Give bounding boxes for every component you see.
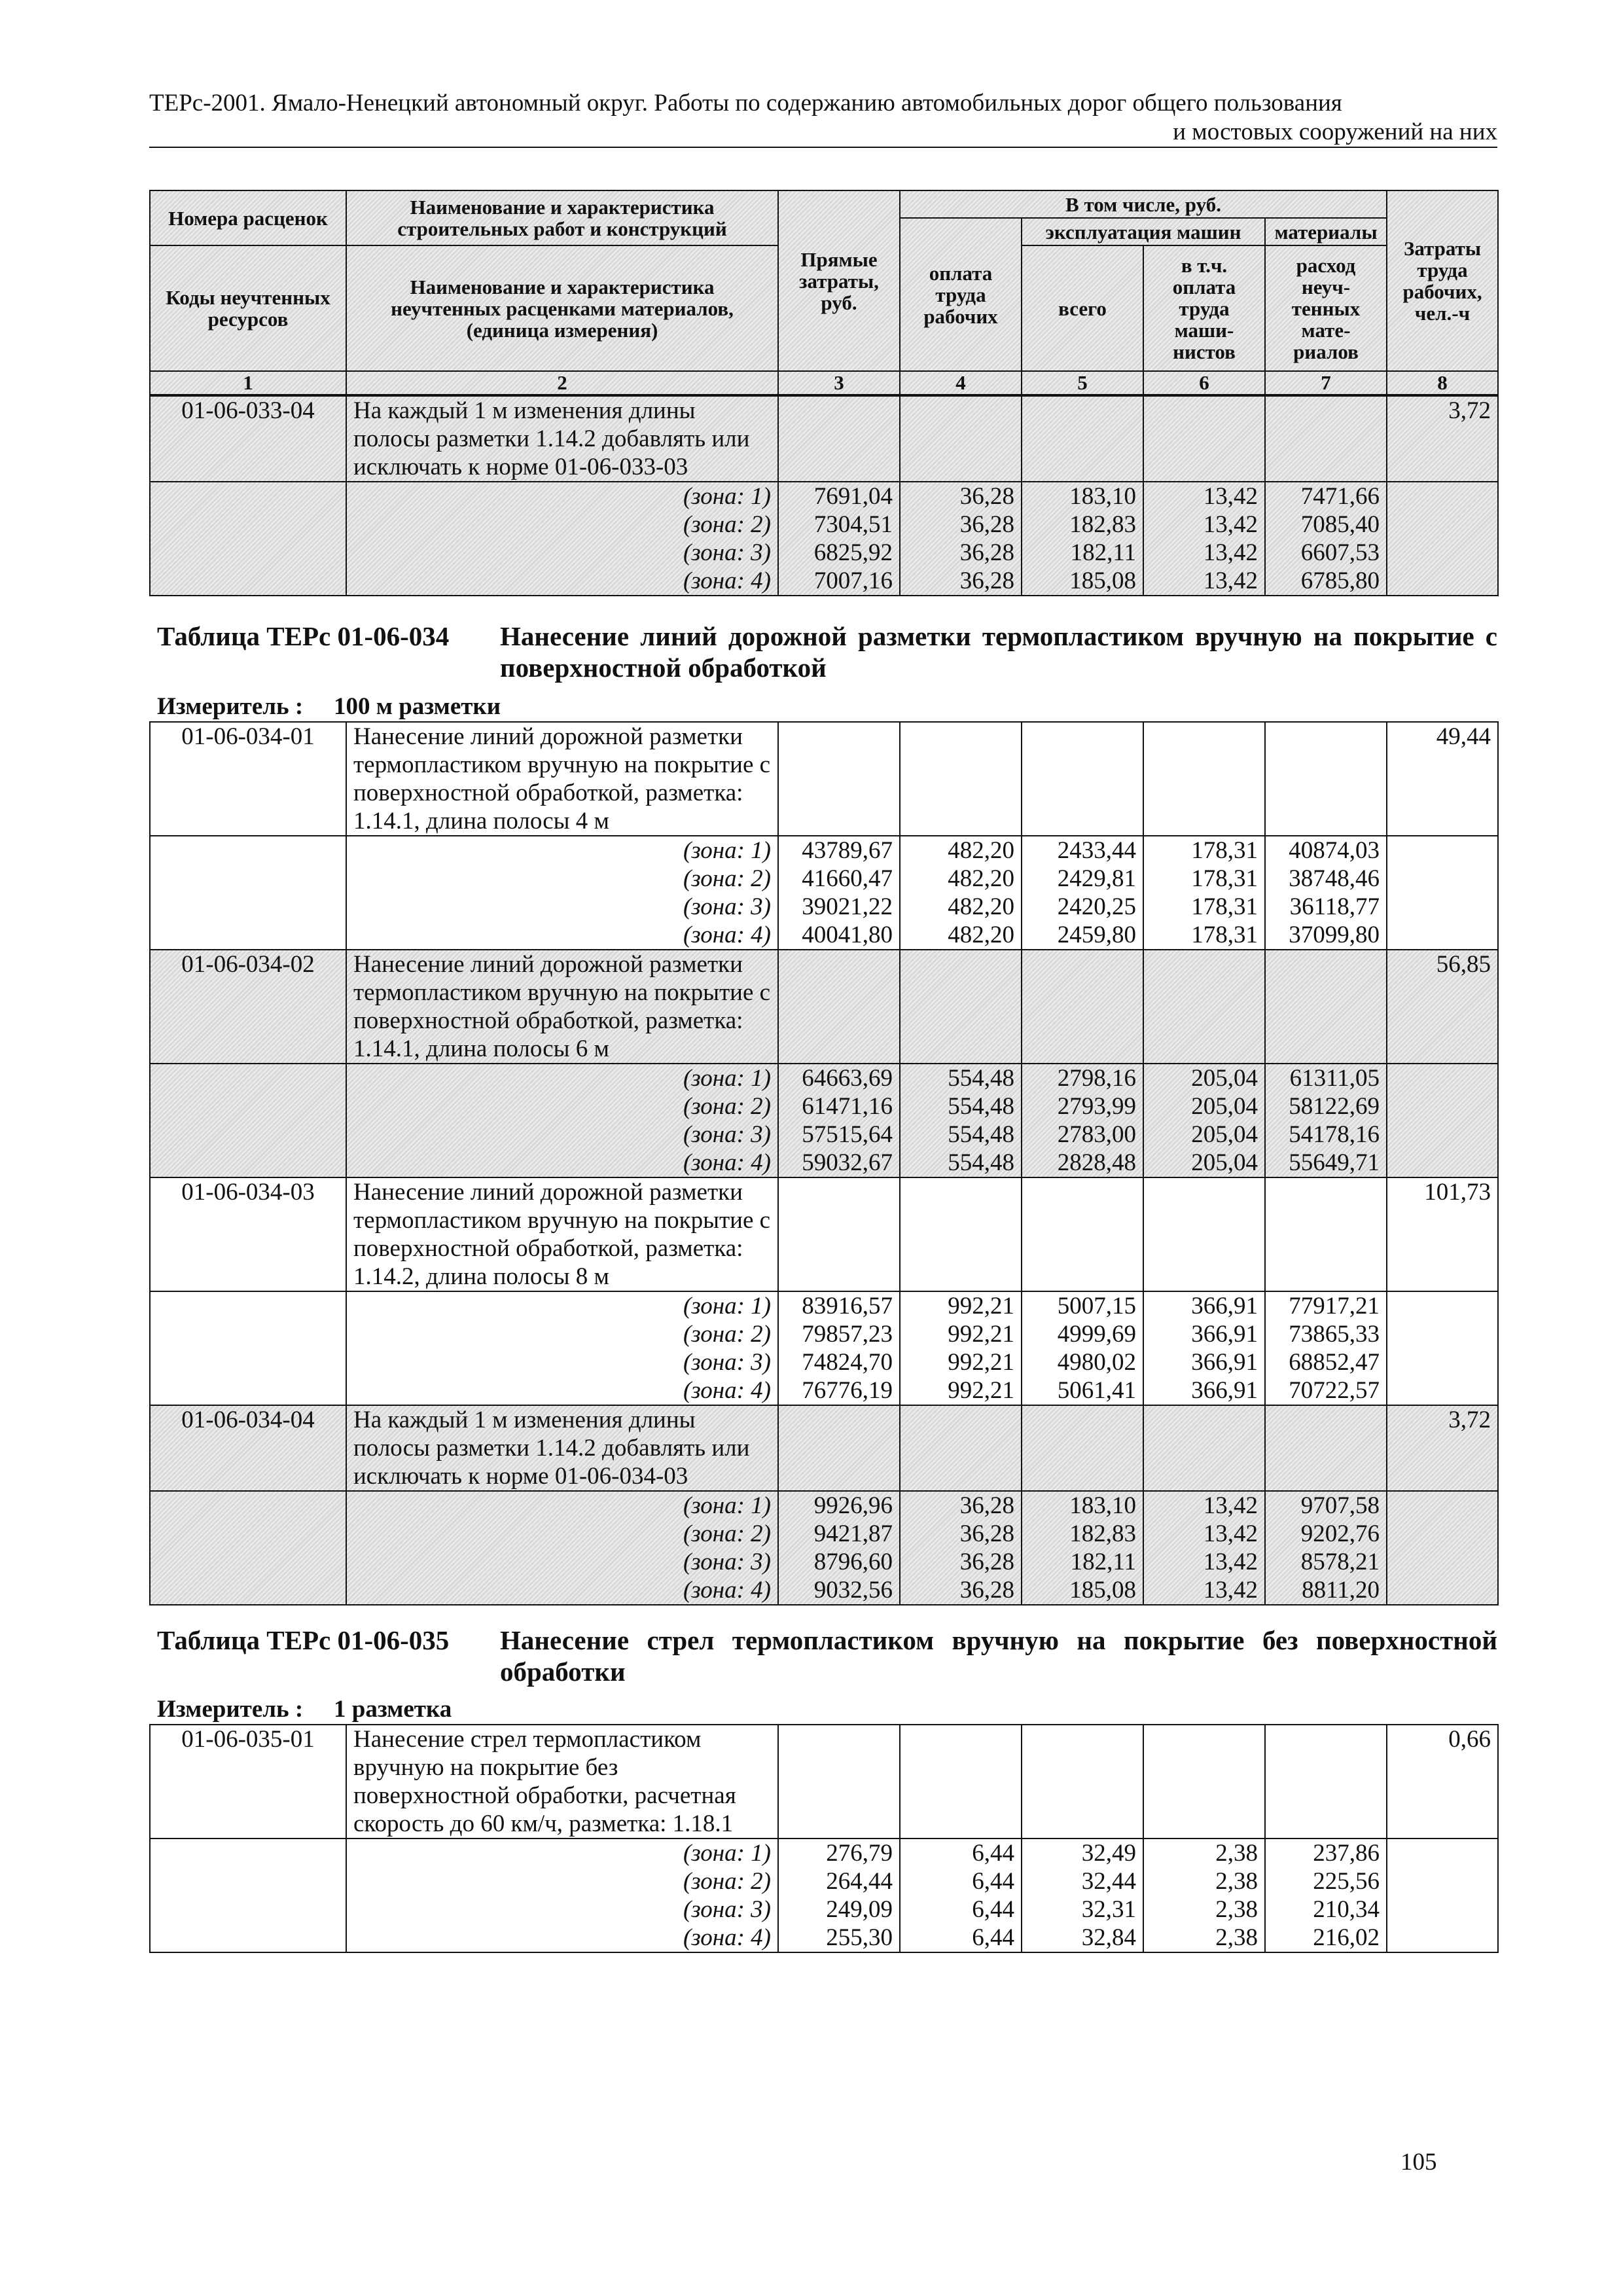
direct-costs-cell (778, 1839, 900, 1952)
zone-value: 61311,05 (1289, 1065, 1380, 1092)
zone-value: 182,83 (1069, 1520, 1136, 1547)
table-035-meter (157, 1695, 452, 1724)
materials-cell (1265, 1064, 1387, 1177)
labor-cost-cell: 3,72 (1387, 396, 1498, 482)
rate-code: 01-06-034-03 (150, 1177, 346, 1291)
zone-label: (зона: 3) (683, 1121, 771, 1148)
machines-total-cell (1022, 1491, 1143, 1605)
empty-cell (778, 722, 900, 836)
empty-cell (1143, 396, 1265, 482)
zone-label: (зона: 3) (683, 893, 771, 920)
zone-value: 57515,64 (802, 1121, 893, 1148)
empty-cell (1143, 1405, 1265, 1491)
materials-cell (1265, 1291, 1387, 1405)
empty-cell (1265, 396, 1387, 482)
zone-labels (346, 836, 778, 950)
zone-value: 178,31 (1191, 922, 1258, 948)
direct-costs-cell (778, 482, 900, 596)
zone-value: 37099,80 (1289, 922, 1380, 948)
zone-value: 9707,58 (1300, 1492, 1380, 1519)
zone-value: 178,31 (1191, 837, 1258, 864)
zone-value: 2459,80 (1057, 922, 1136, 948)
rate-row-zones (150, 1839, 1498, 1952)
rate-description: На каждый 1 м изменения длины полосы разметки 1.14.2 добавлять или исключать к норме 01-06-033-03 (346, 396, 778, 482)
machines-total-cell (1022, 1839, 1143, 1952)
empty-cell (1143, 722, 1265, 836)
table-035-title: Нанесение стрел термопластиком вручную на покрытие без поверхностной обработки (500, 1625, 1497, 1687)
zone-value: 183,10 (1069, 1492, 1136, 1519)
rate-row-main (150, 1177, 1498, 1291)
operator-pay-cell (1143, 1491, 1265, 1605)
zone-value: 482,20 (948, 893, 1014, 920)
zone-value: 366,91 (1191, 1293, 1258, 1319)
rates-table-034 (149, 721, 1499, 1605)
rate-row-zones (150, 482, 1498, 596)
zone-value: 2,38 (1215, 1896, 1258, 1923)
zone-label: (зона: 1) (683, 483, 771, 510)
zone-value: 482,20 (948, 865, 1014, 892)
machines-total-cell (1022, 482, 1143, 596)
rates-table-033-tail (149, 395, 1499, 596)
zone-value: 7304,51 (813, 511, 893, 538)
empty-cell (150, 482, 346, 596)
zone-value: 482,20 (948, 837, 1014, 864)
zone-value: 2783,00 (1057, 1121, 1136, 1148)
empty-cell (900, 396, 1022, 482)
empty-cell (1387, 1291, 1498, 1405)
zone-label: (зона: 2) (683, 1093, 771, 1120)
col-number: 4 (900, 371, 1022, 395)
rate-code: 01-06-035-01 (150, 1725, 346, 1839)
col-work-name-header: Наименование и характеристика строительных работ и конструкций (346, 190, 778, 245)
rate-row-main (150, 396, 1498, 482)
col-rate-numbers-header: Номера расценок (150, 190, 346, 245)
table-035-label: Таблица ТЕРс 01-06-035 (157, 1625, 450, 1655)
zone-value: 36,28 (959, 539, 1014, 566)
zone-value: 74824,70 (802, 1349, 893, 1376)
zone-value: 6,44 (972, 1868, 1014, 1895)
zone-value: 58122,69 (1289, 1093, 1380, 1120)
empty-cell (1022, 1725, 1143, 1839)
zone-value: 2,38 (1215, 1924, 1258, 1951)
rate-description: Нанесение линий дорожной разметки термопластиком вручную на покрытие с поверхностной обработкой, разметка: 1.14.1, длина полосы 6 м (346, 950, 778, 1064)
zone-label: (зона: 4) (683, 1577, 771, 1604)
zone-value: 554,48 (948, 1121, 1014, 1148)
empty-cell (1022, 722, 1143, 836)
labor-cost-cell: 3,72 (1387, 1405, 1498, 1491)
zone-value: 2828,48 (1057, 1149, 1136, 1176)
zone-value: 13,42 (1203, 483, 1258, 510)
col-number: 2 (346, 371, 778, 395)
zone-value: 366,91 (1191, 1349, 1258, 1376)
empty-cell (778, 396, 900, 482)
zone-value: 2420,25 (1057, 893, 1136, 920)
zone-value: 6825,92 (813, 539, 893, 566)
zone-label: (зона: 1) (683, 1840, 771, 1867)
zone-value: 185,08 (1069, 1577, 1136, 1604)
col-machines-total-header: всего (1022, 245, 1143, 371)
worker-pay-cell (900, 1491, 1022, 1605)
zone-value: 8578,21 (1300, 1549, 1380, 1575)
empty-cell (1387, 836, 1498, 950)
zone-value: 13,42 (1203, 567, 1258, 594)
empty-cell (900, 1177, 1022, 1291)
zone-label: (зона: 2) (683, 511, 771, 538)
col-number: 3 (778, 371, 900, 395)
operator-pay-cell (1143, 836, 1265, 950)
zone-value: 36,28 (959, 1492, 1014, 1519)
zone-value: 54178,16 (1289, 1121, 1380, 1148)
empty-cell (150, 1291, 346, 1405)
rate-row-zones (150, 1491, 1498, 1605)
zone-value: 9926,96 (813, 1492, 893, 1519)
zone-value: 36,28 (959, 1520, 1014, 1547)
rates-table-header (149, 190, 1499, 395)
zone-value: 2798,16 (1057, 1065, 1136, 1092)
rate-row-main (150, 722, 1498, 836)
zone-value: 32,31 (1081, 1896, 1136, 1923)
empty-cell (778, 1725, 900, 1839)
zone-value: 8811,20 (1302, 1577, 1380, 1604)
zone-value: 59032,67 (802, 1149, 893, 1176)
rate-row-main (150, 1725, 1498, 1839)
running-header (149, 89, 1497, 148)
zone-value: 68852,47 (1289, 1349, 1380, 1376)
labor-cost-cell: 49,44 (1387, 722, 1498, 836)
zone-value: 205,04 (1191, 1121, 1258, 1148)
rate-code: 01-06-034-02 (150, 950, 346, 1064)
zone-label: (зона: 1) (683, 1065, 771, 1092)
zone-label: (зона: 2) (683, 1868, 771, 1895)
zone-labels (346, 482, 778, 596)
zone-value: 38748,46 (1289, 865, 1380, 892)
zone-value: 13,42 (1203, 539, 1258, 566)
rate-description: Нанесение линий дорожной разметки термопластиком вручную на покрытие с поверхностной обработкой, разметка: 1.14.2, длина полосы 8 м (346, 1177, 778, 1291)
col-number: 5 (1022, 371, 1143, 395)
meter-label: Измеритель : (157, 1696, 304, 1723)
rate-description: Нанесение линий дорожной разметки термопластиком вручную на покрытие с поверхностной обработкой, разметка: 1.14.1, длина полосы 4 м (346, 722, 778, 836)
empty-cell (900, 1725, 1022, 1839)
empty-cell (150, 1839, 346, 1952)
zone-value: 554,48 (948, 1093, 1014, 1120)
zone-label: (зона: 3) (683, 539, 771, 566)
rate-row-zones (150, 836, 1498, 950)
rate-code: 01-06-033-04 (150, 396, 346, 482)
zone-value: 255,30 (826, 1924, 893, 1951)
zone-value: 8796,60 (813, 1549, 893, 1575)
zone-value: 2,38 (1215, 1840, 1258, 1867)
zone-value: 79857,23 (802, 1321, 893, 1348)
zone-value: 13,42 (1203, 1549, 1258, 1575)
labor-cost-cell: 101,73 (1387, 1177, 1498, 1291)
operator-pay-cell (1143, 482, 1265, 596)
zone-value: 36118,77 (1289, 893, 1380, 920)
zone-value: 41660,47 (802, 865, 893, 892)
direct-costs-cell (778, 1291, 900, 1405)
col-number: 8 (1387, 371, 1498, 395)
zone-value: 185,08 (1069, 567, 1136, 594)
labor-cost-cell: 56,85 (1387, 950, 1498, 1064)
zone-labels (346, 1839, 778, 1952)
empty-cell (900, 722, 1022, 836)
zone-value: 4999,69 (1057, 1321, 1136, 1348)
empty-cell (1265, 1405, 1387, 1491)
zone-value: 178,31 (1191, 865, 1258, 892)
col-machines-header: эксплуатация машин (1022, 218, 1265, 245)
table-034-title: Нанесение линий дорожной разметки термопластиком вручную на покрытие с поверхностной обработкой (500, 621, 1497, 683)
empty-cell (1143, 1177, 1265, 1291)
zone-label: (зона: 2) (683, 865, 771, 892)
meter-value: 100 м разметки (334, 693, 501, 720)
zone-label: (зона: 1) (683, 837, 771, 864)
empty-cell (1387, 1064, 1498, 1177)
col-direct-costs-header: Прямые затраты, руб. (778, 190, 900, 371)
zone-value: 9032,56 (813, 1577, 893, 1604)
empty-cell (1022, 950, 1143, 1064)
worker-pay-cell (900, 1064, 1022, 1177)
zone-value: 482,20 (948, 922, 1014, 948)
worker-pay-cell (900, 1291, 1022, 1405)
zone-value: 5061,41 (1057, 1377, 1136, 1404)
meter-label: Измеритель : (157, 693, 304, 720)
zone-value: 205,04 (1191, 1093, 1258, 1120)
direct-costs-cell (778, 1491, 900, 1605)
zone-value: 182,11 (1070, 1549, 1136, 1575)
zone-value: 237,86 (1313, 1840, 1380, 1867)
col-unaccounted-materials-header: Наименование и характеристика неучтенных расценками материалов, (единица измерения) (346, 245, 778, 371)
zone-value: 64663,69 (802, 1065, 893, 1092)
empty-cell (778, 1177, 900, 1291)
zone-value: 32,84 (1081, 1924, 1136, 1951)
zone-value: 205,04 (1191, 1149, 1258, 1176)
zone-value: 9202,76 (1300, 1520, 1380, 1547)
rate-row-zones (150, 1291, 1498, 1405)
empty-cell (1143, 1725, 1265, 1839)
zone-value: 13,42 (1203, 1492, 1258, 1519)
zone-value: 36,28 (959, 1549, 1014, 1575)
machines-total-cell (1022, 836, 1143, 950)
zone-value: 70722,57 (1289, 1377, 1380, 1404)
zone-value: 264,44 (826, 1868, 893, 1895)
zone-value: 366,91 (1191, 1377, 1258, 1404)
direct-costs-cell (778, 1064, 900, 1177)
table-034-label: Таблица ТЕРс 01-06-034 (157, 621, 450, 651)
zone-value: 39021,22 (802, 893, 893, 920)
rate-row-zones (150, 1064, 1498, 1177)
zone-value: 32,44 (1081, 1868, 1136, 1895)
zone-value: 183,10 (1069, 483, 1136, 510)
zone-value: 6,44 (972, 1896, 1014, 1923)
zone-value: 32,49 (1081, 1840, 1136, 1867)
zone-label: (зона: 3) (683, 1549, 771, 1575)
zone-label: (зона: 4) (683, 567, 771, 594)
rate-code: 01-06-034-04 (150, 1405, 346, 1491)
empty-cell (1265, 1177, 1387, 1291)
zone-label: (зона: 3) (683, 1349, 771, 1376)
zone-value: 36,28 (959, 483, 1014, 510)
zone-value: 83916,57 (802, 1293, 893, 1319)
running-header-line-2: и мостовых сооружений на них (1173, 118, 1497, 145)
zone-labels (346, 1291, 778, 1405)
zone-value: 13,42 (1203, 511, 1258, 538)
zone-value: 178,31 (1191, 893, 1258, 920)
rate-description: Нанесение стрел термопластиком вручную на покрытие без поверхностной обработки, расчетная скорость до 60 км/ч, разметка: 1.18.1 (346, 1725, 778, 1839)
zone-value: 7471,66 (1300, 483, 1380, 510)
direct-costs-cell (778, 836, 900, 950)
materials-cell (1265, 836, 1387, 950)
materials-cell (1265, 482, 1387, 596)
empty-cell (150, 1064, 346, 1177)
zone-value: 216,02 (1313, 1924, 1380, 1951)
col-worker-pay-header: оплата труда рабочих (900, 218, 1022, 371)
zone-value: 13,42 (1203, 1520, 1258, 1547)
rate-row-main (150, 1405, 1498, 1491)
materials-cell (1265, 1839, 1387, 1952)
zone-value: 182,83 (1069, 511, 1136, 538)
col-number: 1 (150, 371, 346, 395)
zone-value: 6,44 (972, 1924, 1014, 1951)
col-including-header: В том числе, руб. (900, 190, 1387, 218)
empty-cell (1265, 950, 1387, 1064)
rate-row-main (150, 950, 1498, 1064)
zone-value: 7007,16 (813, 567, 893, 594)
col-number: 7 (1265, 371, 1387, 395)
rate-code: 01-06-034-01 (150, 722, 346, 836)
operator-pay-cell (1143, 1064, 1265, 1177)
operator-pay-cell (1143, 1291, 1265, 1405)
labor-cost-cell: 0,66 (1387, 1725, 1498, 1839)
col-materials-header: материалы (1265, 218, 1387, 245)
zone-value: 992,21 (948, 1377, 1014, 1404)
zone-value: 36,28 (959, 567, 1014, 594)
zone-value: 6785,80 (1300, 567, 1380, 594)
running-header-line-1: ТЕРс-2001. Ямало-Ненецкий автономный округ. Работы по содержанию автомобильных дорог общего пользования (149, 90, 1342, 117)
zone-value: 554,48 (948, 1065, 1014, 1092)
page-number: 105 (1400, 2149, 1437, 2176)
worker-pay-cell (900, 482, 1022, 596)
empty-cell (1387, 1839, 1498, 1952)
zone-labels (346, 1064, 778, 1177)
meter-value: 1 разметка (334, 1696, 452, 1723)
zone-value: 554,48 (948, 1149, 1014, 1176)
empty-cell (900, 1405, 1022, 1491)
zone-value: 5007,15 (1057, 1293, 1136, 1319)
materials-cell (1265, 1491, 1387, 1605)
col-operator-pay-header: в т.ч. оплата труда маши-нистов (1143, 245, 1265, 371)
empty-cell (1022, 1405, 1143, 1491)
table-034-caption (157, 620, 1497, 683)
empty-cell (150, 1491, 346, 1605)
zone-value: 61471,16 (802, 1093, 893, 1120)
col-material-consumption-header: расход неуч-тенных мате-риалов (1265, 245, 1387, 371)
zone-value: 182,11 (1070, 539, 1136, 566)
table-035-caption (157, 1624, 1497, 1687)
zone-label: (зона: 4) (683, 1924, 771, 1951)
zone-value: 40874,03 (1289, 837, 1380, 864)
zone-value: 55649,71 (1289, 1149, 1380, 1176)
zone-value: 43789,67 (802, 837, 893, 864)
operator-pay-cell (1143, 1839, 1265, 1952)
zone-value: 2793,99 (1057, 1093, 1136, 1120)
zone-label: (зона: 3) (683, 1896, 771, 1923)
zone-value: 366,91 (1191, 1321, 1258, 1348)
empty-cell (1022, 396, 1143, 482)
zone-value: 6607,53 (1300, 539, 1380, 566)
zone-value: 2429,81 (1057, 865, 1136, 892)
empty-cell (1143, 950, 1265, 1064)
rate-description: На каждый 1 м изменения длины полосы разметки 1.14.2 добавлять или исключать к норме 01-06-034-03 (346, 1405, 778, 1491)
zone-labels (346, 1491, 778, 1605)
zone-label: (зона: 4) (683, 1149, 771, 1176)
worker-pay-cell (900, 1839, 1022, 1952)
worker-pay-cell (900, 836, 1022, 950)
rates-table-035 (149, 1724, 1499, 1953)
zone-value: 210,34 (1313, 1896, 1380, 1923)
zone-label: (зона: 4) (683, 922, 771, 948)
zone-value: 276,79 (826, 1840, 893, 1867)
zone-value: 2,38 (1215, 1868, 1258, 1895)
zone-value: 40041,80 (802, 922, 893, 948)
empty-cell (1265, 1725, 1387, 1839)
zone-value: 992,21 (948, 1321, 1014, 1348)
machines-total-cell (1022, 1064, 1143, 1177)
table-034-meter (157, 692, 501, 721)
empty-cell (1387, 482, 1498, 596)
zone-value: 36,28 (959, 1577, 1014, 1604)
zone-value: 992,21 (948, 1293, 1014, 1319)
zone-value: 73865,33 (1289, 1321, 1380, 1348)
zone-value: 992,21 (948, 1349, 1014, 1376)
zone-value: 225,56 (1313, 1868, 1380, 1895)
zone-label: (зона: 2) (683, 1321, 771, 1348)
zone-label: (зона: 1) (683, 1492, 771, 1519)
empty-cell (1265, 722, 1387, 836)
zone-label: (зона: 2) (683, 1520, 771, 1547)
zone-value: 4980,02 (1057, 1349, 1136, 1376)
empty-cell (778, 1405, 900, 1491)
zone-value: 2433,44 (1057, 837, 1136, 864)
zone-value: 76776,19 (802, 1377, 893, 1404)
col-labor-costs-header: Затраты труда рабочих, чел.-ч (1387, 190, 1498, 371)
empty-cell (1387, 1491, 1498, 1605)
col-number: 6 (1143, 371, 1265, 395)
empty-cell (900, 950, 1022, 1064)
machines-total-cell (1022, 1291, 1143, 1405)
empty-cell (150, 836, 346, 950)
zone-value: 13,42 (1203, 1577, 1258, 1604)
zone-value: 9421,87 (813, 1520, 893, 1547)
zone-value: 77917,21 (1289, 1293, 1380, 1319)
empty-cell (1022, 1177, 1143, 1291)
zone-value: 7085,40 (1300, 511, 1380, 538)
zone-label: (зона: 4) (683, 1377, 771, 1404)
zone-value: 205,04 (1191, 1065, 1258, 1092)
zone-value: 7691,04 (813, 483, 893, 510)
col-unaccounted-codes-header: Коды неучтенных ресурсов (150, 245, 346, 371)
empty-cell (778, 950, 900, 1064)
zone-label: (зона: 1) (683, 1293, 771, 1319)
zone-value: 36,28 (959, 511, 1014, 538)
zone-value: 6,44 (972, 1840, 1014, 1867)
zone-value: 249,09 (826, 1896, 893, 1923)
